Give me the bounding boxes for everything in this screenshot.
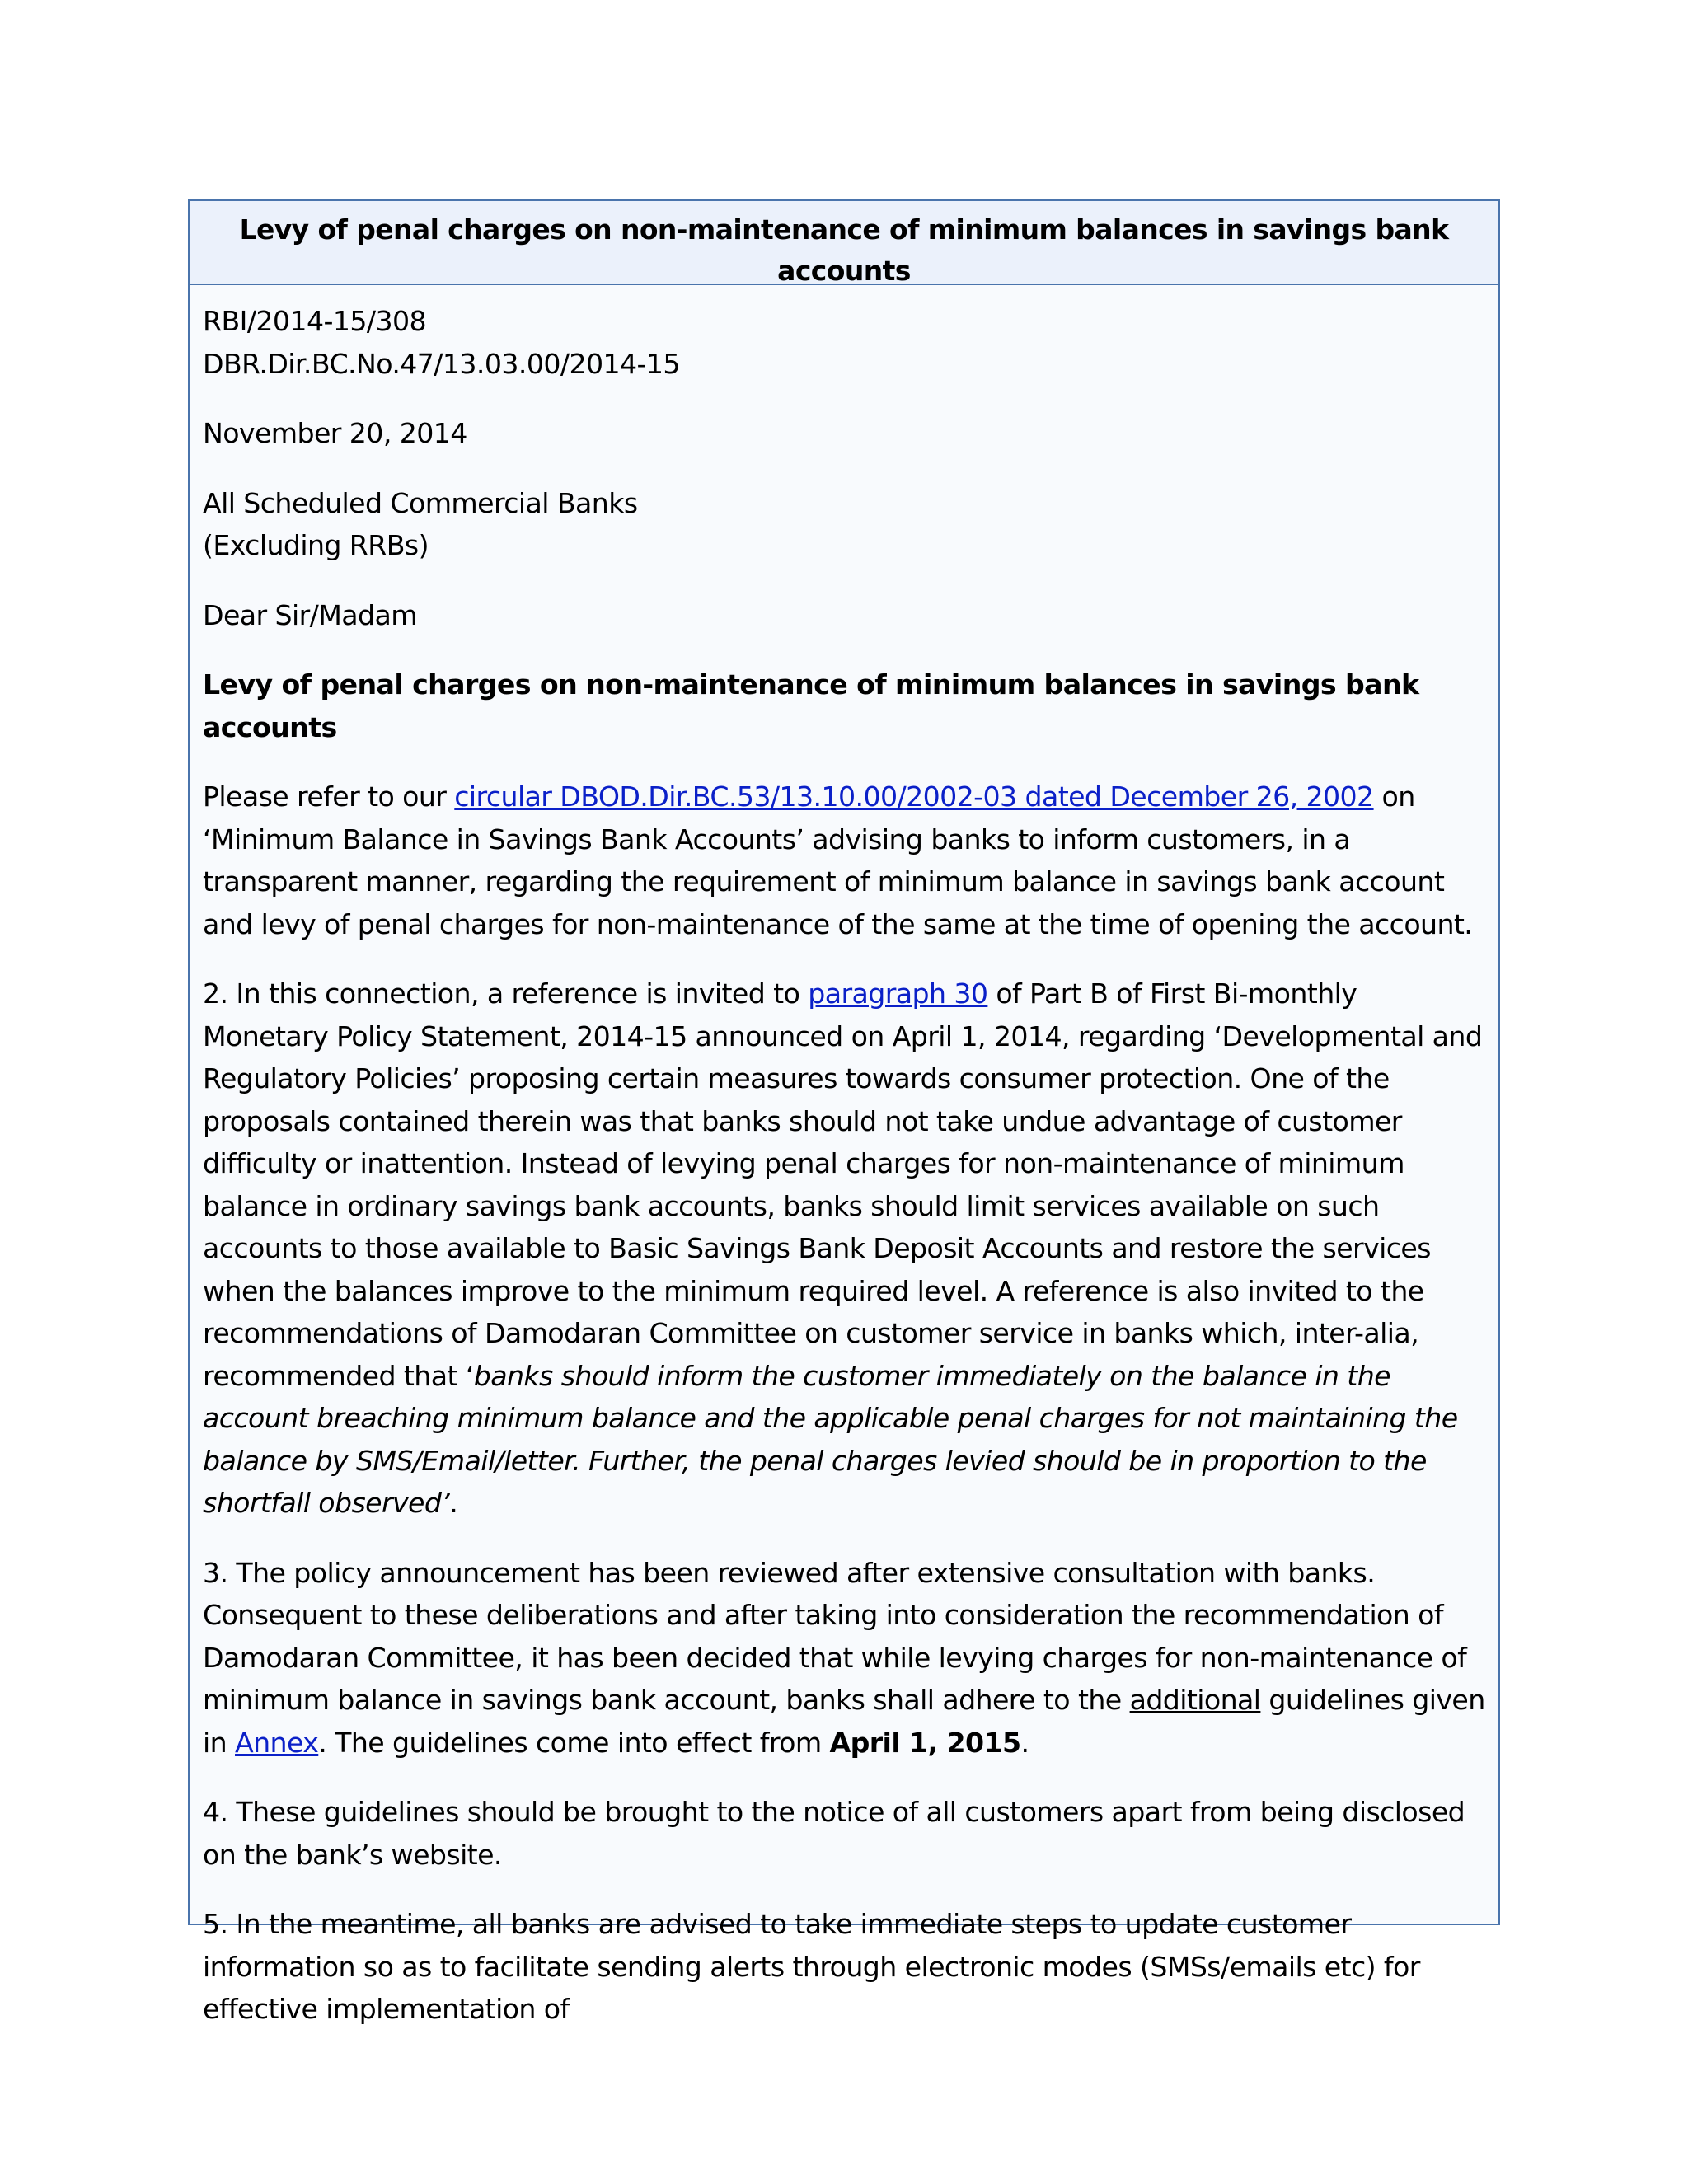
paragraph-3 (203, 1552, 1485, 1765)
addressee-line-2: (Excluding RRBs) (203, 529, 429, 561)
circular-frame (188, 199, 1500, 2025)
title-header (190, 201, 1498, 285)
document-title: Levy of penal charges on non-maintenance of minimum balances in savings bank accounts (239, 213, 1449, 287)
subject-line: Levy of penal charges on non-maintenance of minimum balances in savings bank accounts (203, 668, 1419, 743)
paragraph-1-text-end: on ‘Minimum Balance in Savings Bank Accounts’ advising banks to inform customers, in a transparent manner, regarding the requirement of minimum balance in savings bank account and levy of penal charges for non-maintenance of the same at the time of opening the account. (203, 780, 1473, 940)
circular-body (190, 285, 1498, 2031)
paragraph-2-text-end: . (449, 1487, 458, 1519)
additional-underlined: additional (1129, 1684, 1261, 1716)
reference-numbers (203, 300, 1485, 385)
paragraph-1-text-start: Please refer to our (203, 780, 455, 813)
addressee (203, 482, 1485, 567)
paragraph-1 (203, 776, 1485, 945)
effective-date: April 1, 2015 (829, 1726, 1021, 1759)
circular-date: November 20, 2014 (203, 417, 467, 449)
paragraph-2-text-middle: of Part B of First Bi-monthly Monetary Policy Statement, 2014-15 announced on April 1, 2014, regarding ‘Developmental and Regulatory Policies’ proposing certain measures towards consumer protection. One of the proposals contained therein was that banks should not take undue advantage of customer difficulty or inattention. Instead of levying penal charges for non-maintenance of minimum balance in ordinary savings bank accounts, banks should limit services available on such accounts to those available to Basic Savings Bank Deposit Accounts and restore the services when the balances improve to the minimum required level. A reference is also invited to the recommendations of Damodaran Committee on customer service in banks which, inter-alia, recommended that ‘ (203, 977, 1483, 1392)
damodaran-recommendation-quote: banks should inform the customer immediately on the balance in the account breaching minimum balance and the applicable penal charges for not maintaining the balance by SMS/Email/letter. Further, the penal charges levied should be in proportion to the shortfall observed’ (203, 1359, 1458, 1519)
reference-number-dbr: DBR.Dir.BC.No.47/13.03.00/2014-15 (203, 347, 680, 380)
paragraph-3-text-end: . (1020, 1726, 1029, 1759)
circular-2002-link[interactable]: circular DBOD.Dir.BC.53/13.10.00/2002-03 dated December 26, 2002 (454, 780, 1374, 813)
annex-link[interactable]: Annex (235, 1726, 319, 1759)
addressee-line-1: All Scheduled Commercial Banks (203, 486, 638, 519)
paragraph-3-text-middle: guidelines given in (203, 1684, 1485, 1759)
paragraph-3-text-middle-2: . The guidelines come into effect from (318, 1726, 830, 1759)
paragraph-2-text-start: 2. In this connection, a reference is invited to (203, 977, 809, 1010)
paragraph-30-link[interactable]: paragraph 30 (808, 977, 988, 1010)
paragraph-5: 5. In the meantime, all banks are advised to take immediate steps to update customer information so as to facilitate sending alerts through electronic modes (SMSs/emails etc) for effective implementation of (203, 1908, 1420, 2025)
salutation: Dear Sir/Madam (203, 598, 417, 631)
reference-number-rbi: RBI/2014-15/308 (203, 305, 426, 337)
paragraph-4: 4. These guidelines should be brought to the notice of all customers apart from being disclosed on the bank’s website. (203, 1796, 1465, 1871)
paragraph-3-text-start: 3. The policy announcement has been reviewed after extensive consultation with banks. Consequent to these deliberations and after taking into consideration the recommendation of Damodaran Committee, it has been decided that while levying charges for non-maintenance of minimum balance in savings bank account, banks shall adhere to the (203, 1556, 1467, 1716)
paragraph-2 (203, 972, 1485, 1525)
